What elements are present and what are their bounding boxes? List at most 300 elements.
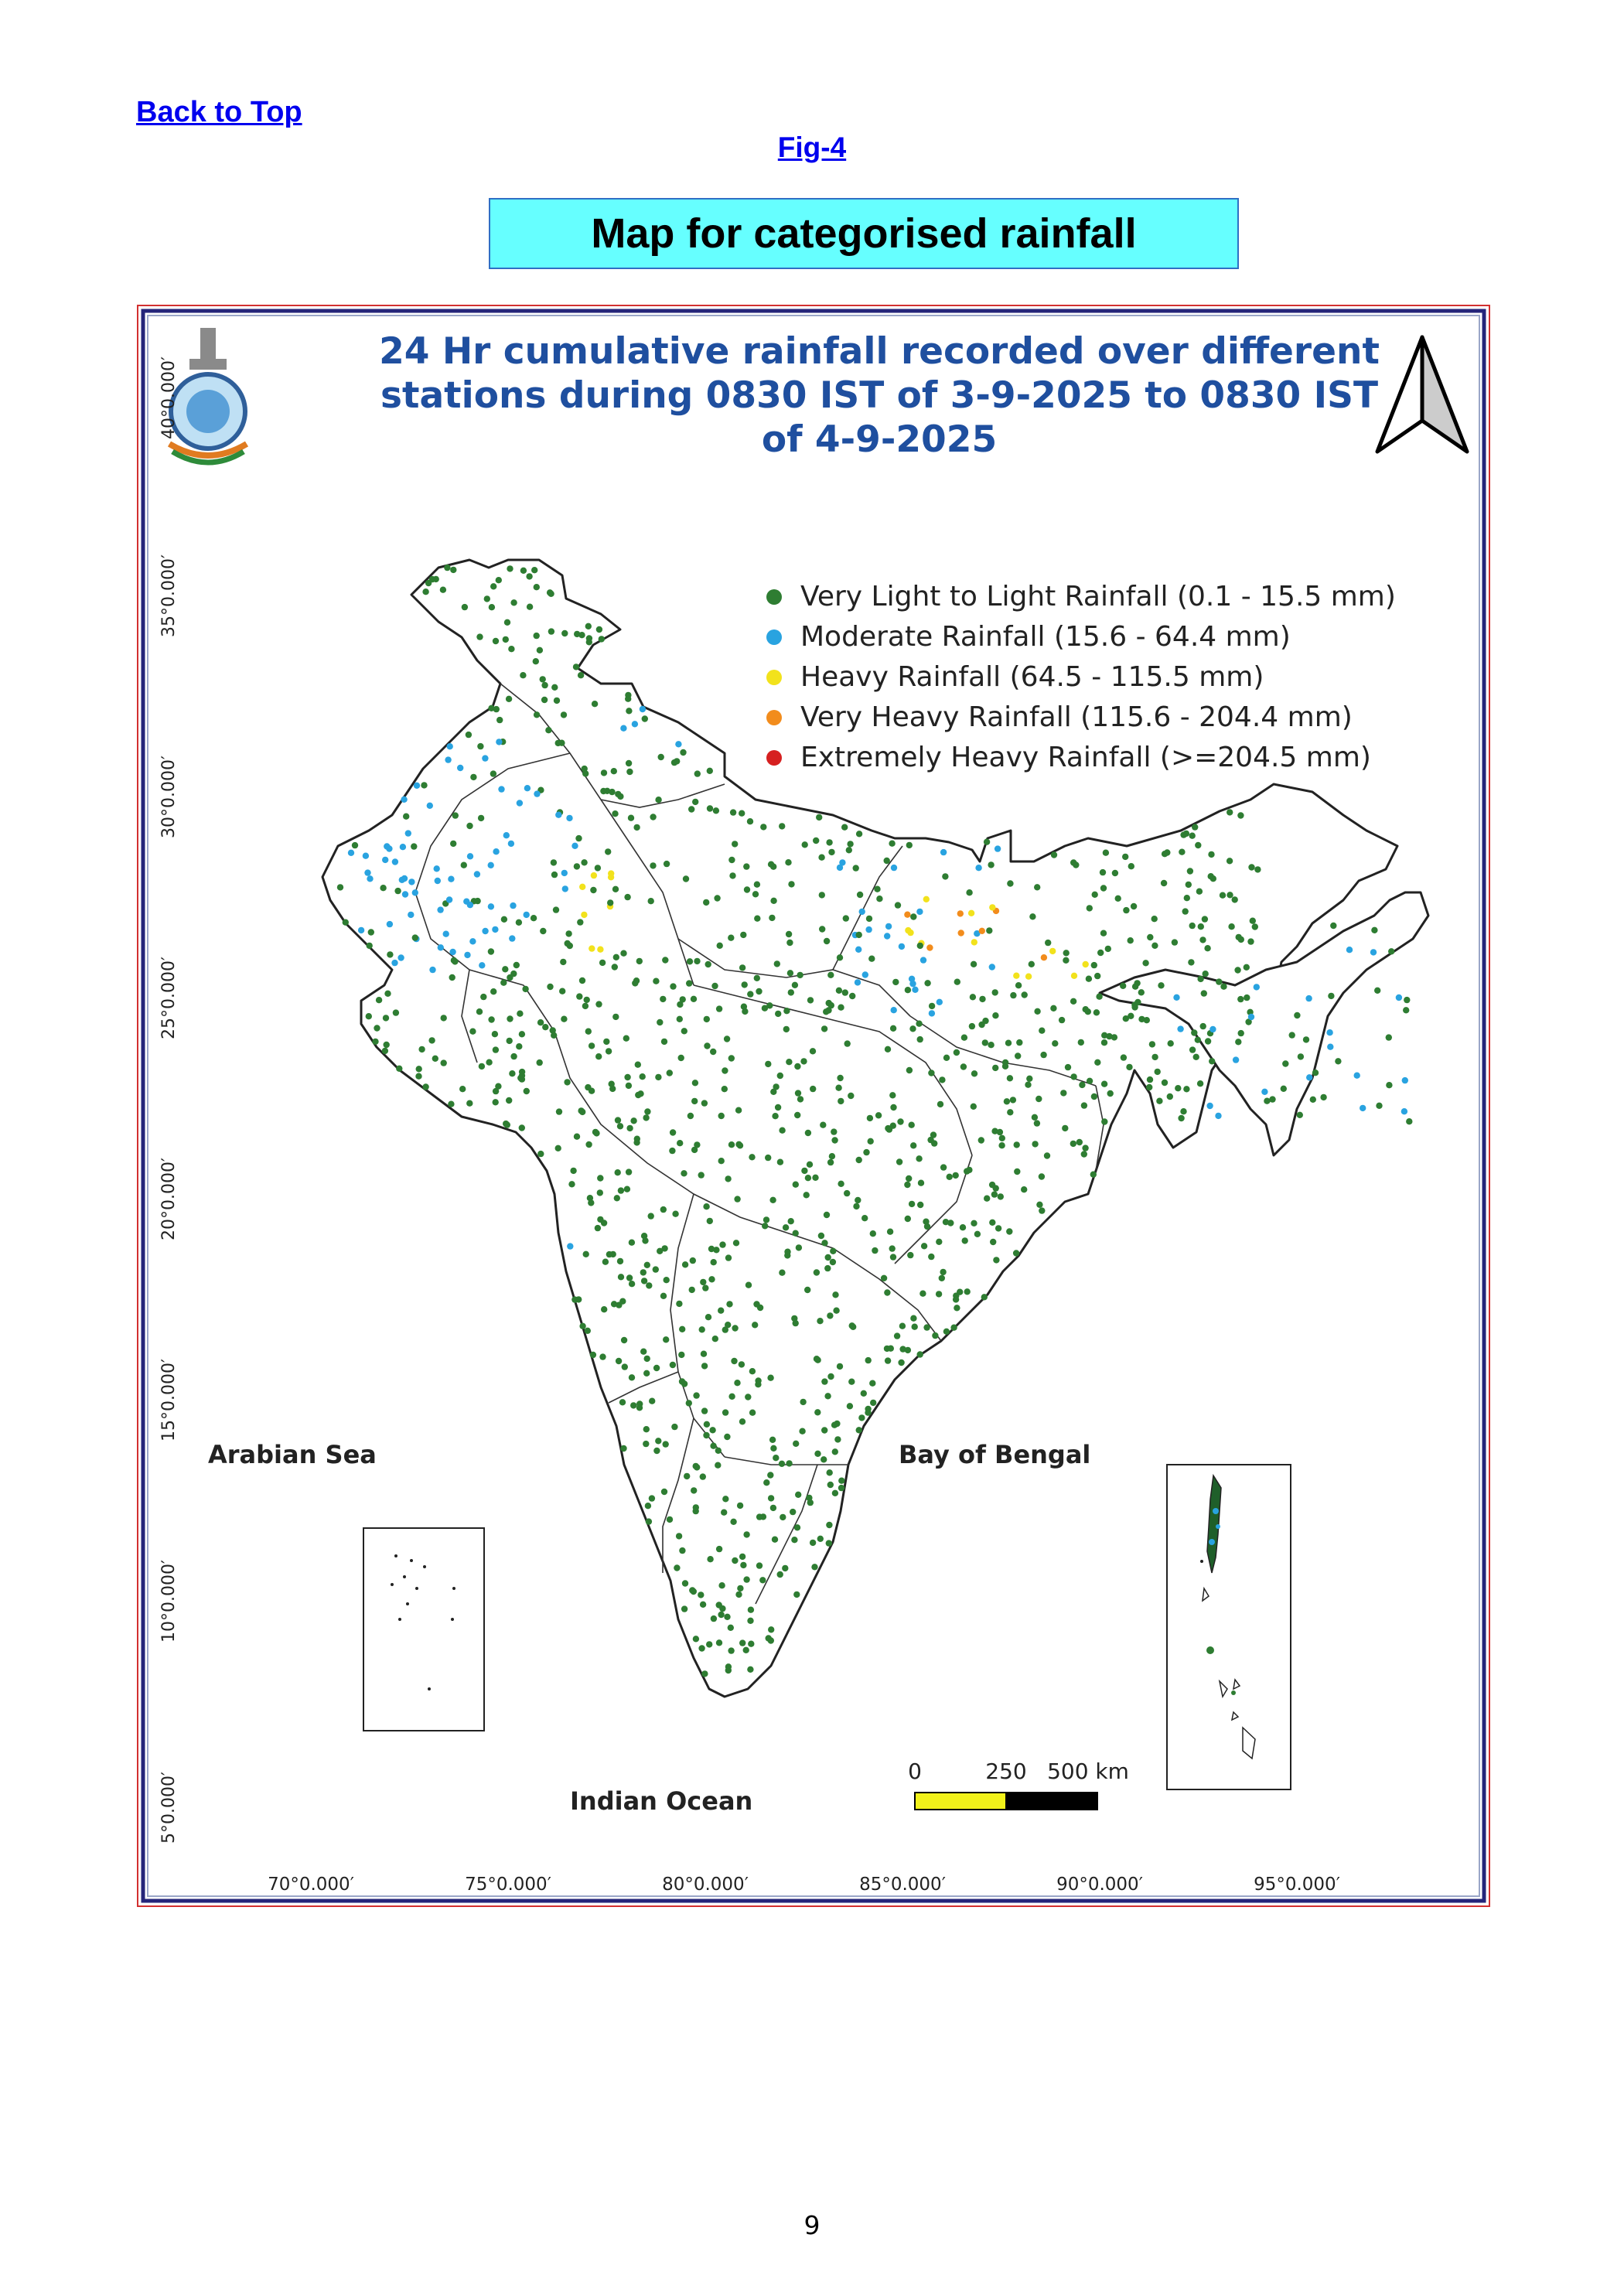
- station-dot: [719, 1605, 725, 1612]
- station-dot: [444, 565, 450, 571]
- station-dot: [517, 800, 523, 806]
- station-dot: [459, 1086, 466, 1092]
- station-dot: [1070, 998, 1076, 1005]
- station-dot: [681, 1170, 687, 1176]
- lat-label: 20°0.000′: [159, 1158, 179, 1240]
- station-dot: [954, 1305, 960, 1311]
- station-dot: [870, 1230, 876, 1237]
- station-dot: [971, 1104, 977, 1110]
- station-dot: [867, 1115, 873, 1121]
- station-dot: [592, 701, 598, 707]
- station-dot: [772, 1113, 778, 1119]
- station-dot: [715, 1462, 721, 1469]
- station-dot: [734, 1196, 740, 1202]
- station-dot: [889, 1245, 896, 1251]
- station-dot: [762, 1223, 768, 1229]
- station-dot: [440, 587, 446, 593]
- station-dot: [507, 565, 513, 571]
- station-dot: [704, 1042, 710, 1049]
- station-dot: [1151, 916, 1158, 922]
- station-dot: [793, 1592, 800, 1598]
- rainfall-map: [137, 305, 1490, 1907]
- figure-label-link[interactable]: Fig-4: [777, 131, 847, 163]
- station-dot: [693, 1392, 699, 1398]
- station-dot: [1100, 885, 1107, 891]
- station-dot: [725, 1175, 731, 1182]
- station-dot: [923, 1324, 930, 1330]
- station-dot: [496, 717, 503, 723]
- station-dot: [1209, 1026, 1216, 1032]
- station-dot: [432, 1056, 438, 1062]
- station-dot: [722, 1086, 728, 1092]
- station-dot: [1199, 936, 1206, 943]
- lakshadweep-inset: [363, 1528, 484, 1731]
- station-dot: [1032, 1141, 1038, 1147]
- station-dot: [642, 1237, 648, 1244]
- station-dot: [916, 909, 923, 915]
- legend-label-very-light: Very Light to Light Rainfall (0.1 - 15.5 mm): [800, 581, 1396, 612]
- station-dot: [1004, 1098, 1010, 1104]
- station-dot: [907, 1252, 913, 1258]
- station-dot: [387, 921, 393, 927]
- station-dot: [992, 1012, 998, 1018]
- station-dot: [770, 1445, 776, 1452]
- station-dot: [510, 599, 517, 606]
- station-dot: [832, 1448, 838, 1455]
- station-dot: [392, 858, 398, 865]
- station-dot: [739, 1361, 745, 1367]
- station-dot: [715, 1448, 722, 1454]
- station-dot: [725, 1663, 732, 1670]
- station-dot: [429, 967, 435, 973]
- station-dot: [585, 1141, 592, 1148]
- station-dot: [740, 1562, 746, 1568]
- station-dot: [358, 927, 364, 933]
- station-dot: [450, 567, 456, 573]
- station-dot: [1248, 864, 1254, 870]
- station-dot: [493, 848, 499, 855]
- station-dot: [1091, 962, 1097, 968]
- station-dot: [1209, 1058, 1215, 1064]
- station-dot: [1403, 1007, 1409, 1013]
- station-dot: [376, 997, 382, 1003]
- station-dot: [640, 706, 646, 712]
- station-dot: [966, 1167, 972, 1173]
- station-dot: [1227, 809, 1233, 815]
- station-dot: [777, 1571, 783, 1578]
- station-dot: [561, 1016, 567, 1022]
- station-dot: [601, 1306, 607, 1312]
- station-dot: [899, 943, 905, 950]
- station-dot: [450, 841, 456, 847]
- station-dot: [1326, 1029, 1332, 1035]
- station-dot: [940, 1269, 946, 1275]
- station-dot: [679, 1547, 685, 1554]
- station-dot: [629, 1281, 635, 1287]
- station-dot: [885, 1046, 891, 1052]
- station-dot: [1025, 974, 1032, 980]
- station-dot: [739, 1639, 745, 1646]
- station-dot: [920, 957, 926, 963]
- station-dot: [579, 977, 585, 984]
- station-dot: [619, 1298, 626, 1305]
- station-dot: [802, 841, 808, 848]
- legend-swatch-very-light: [766, 589, 782, 605]
- station-dot: [929, 1010, 935, 1016]
- station-dot: [779, 823, 785, 829]
- station-dot: [754, 916, 760, 922]
- station-dot: [886, 1126, 892, 1132]
- station-dot: [894, 1332, 900, 1339]
- station-dot: [688, 806, 694, 812]
- station-dot: [711, 1615, 717, 1622]
- station-dot: [679, 1326, 685, 1332]
- station-dot: [904, 1182, 910, 1188]
- station-dot: [585, 1029, 592, 1035]
- legend-swatch-moderate: [766, 629, 782, 645]
- scale-tick-500: 500 km: [1047, 1759, 1129, 1784]
- station-dot: [626, 1083, 632, 1089]
- station-dot: [653, 1448, 660, 1454]
- legend-swatch-extreme: [766, 750, 782, 766]
- legend-label-moderate: Moderate Rainfall (15.6 - 64.4 mm): [800, 621, 1291, 653]
- station-dot: [1354, 1073, 1360, 1079]
- station-dot: [728, 1647, 734, 1653]
- station-dot: [849, 993, 855, 999]
- station-dot: [700, 1473, 706, 1479]
- station-dot: [527, 604, 533, 610]
- station-dot: [626, 1274, 633, 1281]
- station-dot: [503, 832, 510, 838]
- station-dot: [939, 1275, 945, 1281]
- station-dot: [1029, 961, 1035, 967]
- station-dot: [982, 1039, 988, 1046]
- station-dot: [984, 839, 990, 845]
- banner-title: Map for categorised rainfall: [591, 210, 1137, 257]
- station-dot: [819, 926, 825, 932]
- station-dot: [703, 1203, 709, 1209]
- station-dot: [989, 904, 995, 910]
- station-dot: [428, 1037, 435, 1043]
- station-dot: [760, 1513, 766, 1520]
- station-dot: [1178, 1115, 1184, 1121]
- map-title-line-2: stations during 0830 IST of 3-9-2025 to 0830 IST: [380, 374, 1378, 417]
- station-dot: [534, 584, 540, 590]
- station-dot: [567, 1243, 573, 1249]
- station-dot: [693, 1504, 699, 1510]
- station-dot: [1244, 994, 1250, 1001]
- station-dot: [1041, 954, 1047, 960]
- station-dot: [352, 842, 358, 848]
- station-dot: [857, 892, 863, 898]
- station-dot: [1238, 936, 1244, 943]
- station-dot: [969, 1023, 975, 1029]
- station-dot: [701, 1351, 707, 1357]
- station-dot: [825, 1254, 831, 1261]
- station-dot: [402, 891, 408, 897]
- station-dot: [831, 1137, 838, 1143]
- station-dot: [724, 1434, 730, 1440]
- station-dot: [830, 1248, 836, 1254]
- station-dot: [793, 1182, 799, 1188]
- station-dot: [875, 1112, 882, 1118]
- station-dot: [416, 1066, 422, 1072]
- station-dot: [682, 1261, 688, 1267]
- station-dot: [664, 1277, 670, 1283]
- station-dot: [795, 1492, 801, 1498]
- station-dot: [837, 1075, 843, 1081]
- station-dot: [655, 1074, 661, 1080]
- station-dot: [1220, 892, 1226, 899]
- station-dot: [1097, 950, 1104, 956]
- station-dot: [1371, 927, 1377, 933]
- station-dot: [1094, 973, 1100, 979]
- station-dot: [678, 1352, 684, 1358]
- station-dot: [705, 961, 711, 967]
- station-dot: [995, 845, 1001, 851]
- station-dot: [861, 1215, 868, 1221]
- station-dot: [589, 945, 595, 951]
- station-dot: [476, 1008, 483, 1015]
- station-dot: [1388, 948, 1394, 954]
- station-dot: [477, 743, 483, 749]
- station-dot: [394, 888, 401, 894]
- station-dot: [1402, 1077, 1408, 1083]
- station-dot: [603, 1039, 609, 1045]
- station-dot: [795, 1090, 801, 1096]
- station-dot: [830, 1259, 836, 1265]
- station-dot: [1049, 948, 1056, 954]
- station-dot: [716, 1639, 722, 1646]
- station-dot: [832, 1291, 838, 1298]
- lon-label: 85°0.000′: [859, 1875, 946, 1895]
- station-dot: [1216, 978, 1222, 984]
- station-dot: [827, 1373, 834, 1380]
- station-dot: [586, 635, 592, 641]
- station-dot: [974, 1231, 981, 1237]
- station-dot: [1193, 1054, 1199, 1060]
- station-dot: [827, 972, 834, 978]
- station-dot: [566, 815, 572, 821]
- station-dot: [1237, 996, 1244, 1002]
- station-dot: [554, 698, 560, 704]
- station-dot: [667, 1070, 673, 1076]
- station-dot: [767, 1375, 773, 1381]
- station-dot: [1100, 930, 1107, 936]
- station-dot: [1147, 1076, 1153, 1083]
- station-dot: [692, 1080, 698, 1086]
- station-dot: [653, 1266, 659, 1272]
- station-dot: [1264, 1098, 1270, 1104]
- station-dot: [1244, 964, 1250, 971]
- station-dot: [909, 1201, 915, 1207]
- station-dot: [743, 1647, 749, 1653]
- station-dot: [971, 1220, 977, 1226]
- station-dot: [620, 950, 626, 957]
- station-dot: [887, 1229, 893, 1235]
- station-dot: [574, 1134, 580, 1140]
- station-dot: [958, 930, 964, 936]
- station-dot: [617, 1258, 623, 1264]
- lon-label: 90°0.000′: [1056, 1875, 1143, 1895]
- station-dot: [897, 1118, 903, 1124]
- station-dot: [400, 844, 406, 850]
- station-dot: [466, 732, 472, 738]
- station-dot: [524, 785, 531, 791]
- station-dot: [1128, 863, 1134, 869]
- station-dot: [1204, 945, 1210, 951]
- station-dot: [624, 1074, 630, 1080]
- station-dot: [643, 1426, 650, 1432]
- station-dot: [984, 1196, 990, 1202]
- station-dot: [703, 899, 709, 906]
- station-dot: [869, 1380, 875, 1387]
- station-dot: [574, 863, 580, 869]
- station-dot: [1320, 1094, 1326, 1100]
- station-dot: [408, 878, 415, 885]
- station-dot: [1029, 913, 1035, 919]
- station-dot: [1162, 1080, 1168, 1086]
- station-dot: [1196, 889, 1203, 895]
- station-dot: [583, 1251, 589, 1257]
- station-dot: [855, 979, 861, 985]
- station-dot: [1180, 1108, 1186, 1114]
- station-dot: [849, 1322, 855, 1329]
- station-dot: [596, 626, 602, 633]
- station-dot: [718, 1308, 724, 1314]
- station-dot: [480, 994, 486, 1000]
- station-dot: [1406, 1118, 1412, 1124]
- station-dot: [1396, 994, 1402, 1001]
- station-dot: [509, 935, 515, 941]
- station-dot: [719, 1241, 725, 1247]
- station-dot: [960, 1063, 967, 1070]
- station-dot: [1123, 907, 1129, 913]
- station-dot: [474, 871, 480, 877]
- station-dot: [623, 1035, 629, 1042]
- station-dot: [769, 915, 775, 921]
- station-dot: [602, 1259, 609, 1265]
- station-dot: [612, 964, 618, 970]
- station-dot: [817, 1318, 823, 1324]
- station-dot: [1294, 1012, 1300, 1018]
- station-dot: [884, 858, 890, 864]
- station-dot: [641, 1278, 647, 1284]
- station-dot: [800, 1399, 806, 1405]
- station-dot: [841, 824, 848, 831]
- station-dot: [649, 1495, 655, 1501]
- legend-swatch-very-heavy: [766, 710, 782, 725]
- station-dot: [754, 882, 760, 888]
- station-dot: [827, 1312, 833, 1319]
- station-dot: [1106, 1033, 1112, 1039]
- station-dot: [698, 1592, 704, 1598]
- station-dot: [1093, 1009, 1100, 1015]
- station-dot: [506, 1097, 512, 1104]
- station-dot: [508, 841, 514, 847]
- station-dot: [865, 1406, 871, 1412]
- station-dot: [777, 1159, 783, 1165]
- station-dot: [810, 1540, 816, 1546]
- station-dot: [534, 711, 540, 718]
- station-dot: [1063, 950, 1070, 956]
- station-dot: [1034, 1120, 1040, 1126]
- station-dot: [700, 1602, 706, 1608]
- station-dot: [861, 1390, 867, 1397]
- station-dot: [729, 872, 735, 878]
- station-dot: [582, 1003, 589, 1009]
- station-dot: [728, 1394, 735, 1400]
- station-dot: [762, 1005, 768, 1012]
- station-dot: [633, 1139, 640, 1145]
- station-dot: [1035, 1096, 1042, 1102]
- station-dot: [1172, 939, 1178, 945]
- station-dot: [632, 980, 638, 986]
- station-dot: [629, 1374, 635, 1380]
- station-dot: [479, 962, 485, 968]
- station-dot: [617, 1123, 623, 1129]
- station-dot: [1215, 1113, 1221, 1119]
- station-dot: [1227, 892, 1233, 898]
- station-dot: [522, 986, 528, 992]
- station-dot: [1203, 971, 1209, 977]
- station-dot: [896, 1158, 902, 1165]
- lon-label: 95°0.000′: [1254, 1875, 1340, 1895]
- station-dot: [868, 956, 875, 962]
- station-dot: [716, 1005, 722, 1012]
- station-dot: [968, 910, 974, 916]
- station-dot: [551, 1032, 557, 1039]
- station-dot: [548, 628, 554, 634]
- station-dot: [978, 1137, 984, 1143]
- station-dot: [962, 1237, 968, 1244]
- station-dot: [891, 1007, 897, 1013]
- station-dot: [682, 1580, 688, 1586]
- station-dot: [464, 952, 470, 958]
- station-dot: [770, 1089, 776, 1095]
- back-to-top-link[interactable]: Back to Top: [136, 96, 302, 128]
- station-dot: [418, 1046, 425, 1052]
- station-dot: [710, 1443, 716, 1449]
- station-dot: [866, 916, 872, 922]
- station-dot: [775, 1104, 781, 1110]
- station-dot: [644, 1108, 650, 1114]
- andaman-nicobar-inset: [1167, 1465, 1291, 1789]
- station-dot: [640, 1269, 647, 1275]
- station-dot: [1070, 859, 1076, 865]
- station-dot: [725, 1254, 732, 1261]
- station-dot: [838, 1098, 844, 1104]
- station-dot: [366, 1013, 372, 1019]
- station-dot: [814, 1409, 821, 1415]
- station-dot: [728, 1625, 734, 1631]
- station-dot: [435, 878, 441, 884]
- station-dot: [889, 841, 895, 847]
- station-dot: [1039, 1207, 1045, 1213]
- station-dot: [876, 896, 882, 902]
- station-dot: [1250, 918, 1256, 924]
- station-dot: [742, 1008, 748, 1015]
- station-dot: [609, 1081, 615, 1087]
- station-dot: [765, 1061, 771, 1067]
- station-dot: [540, 676, 546, 682]
- station-dot: [748, 1607, 754, 1613]
- station-dot: [856, 1157, 862, 1163]
- station-dot: [909, 1025, 916, 1032]
- station-dot: [488, 903, 494, 909]
- station-dot: [989, 964, 995, 970]
- station-dot: [940, 1164, 947, 1170]
